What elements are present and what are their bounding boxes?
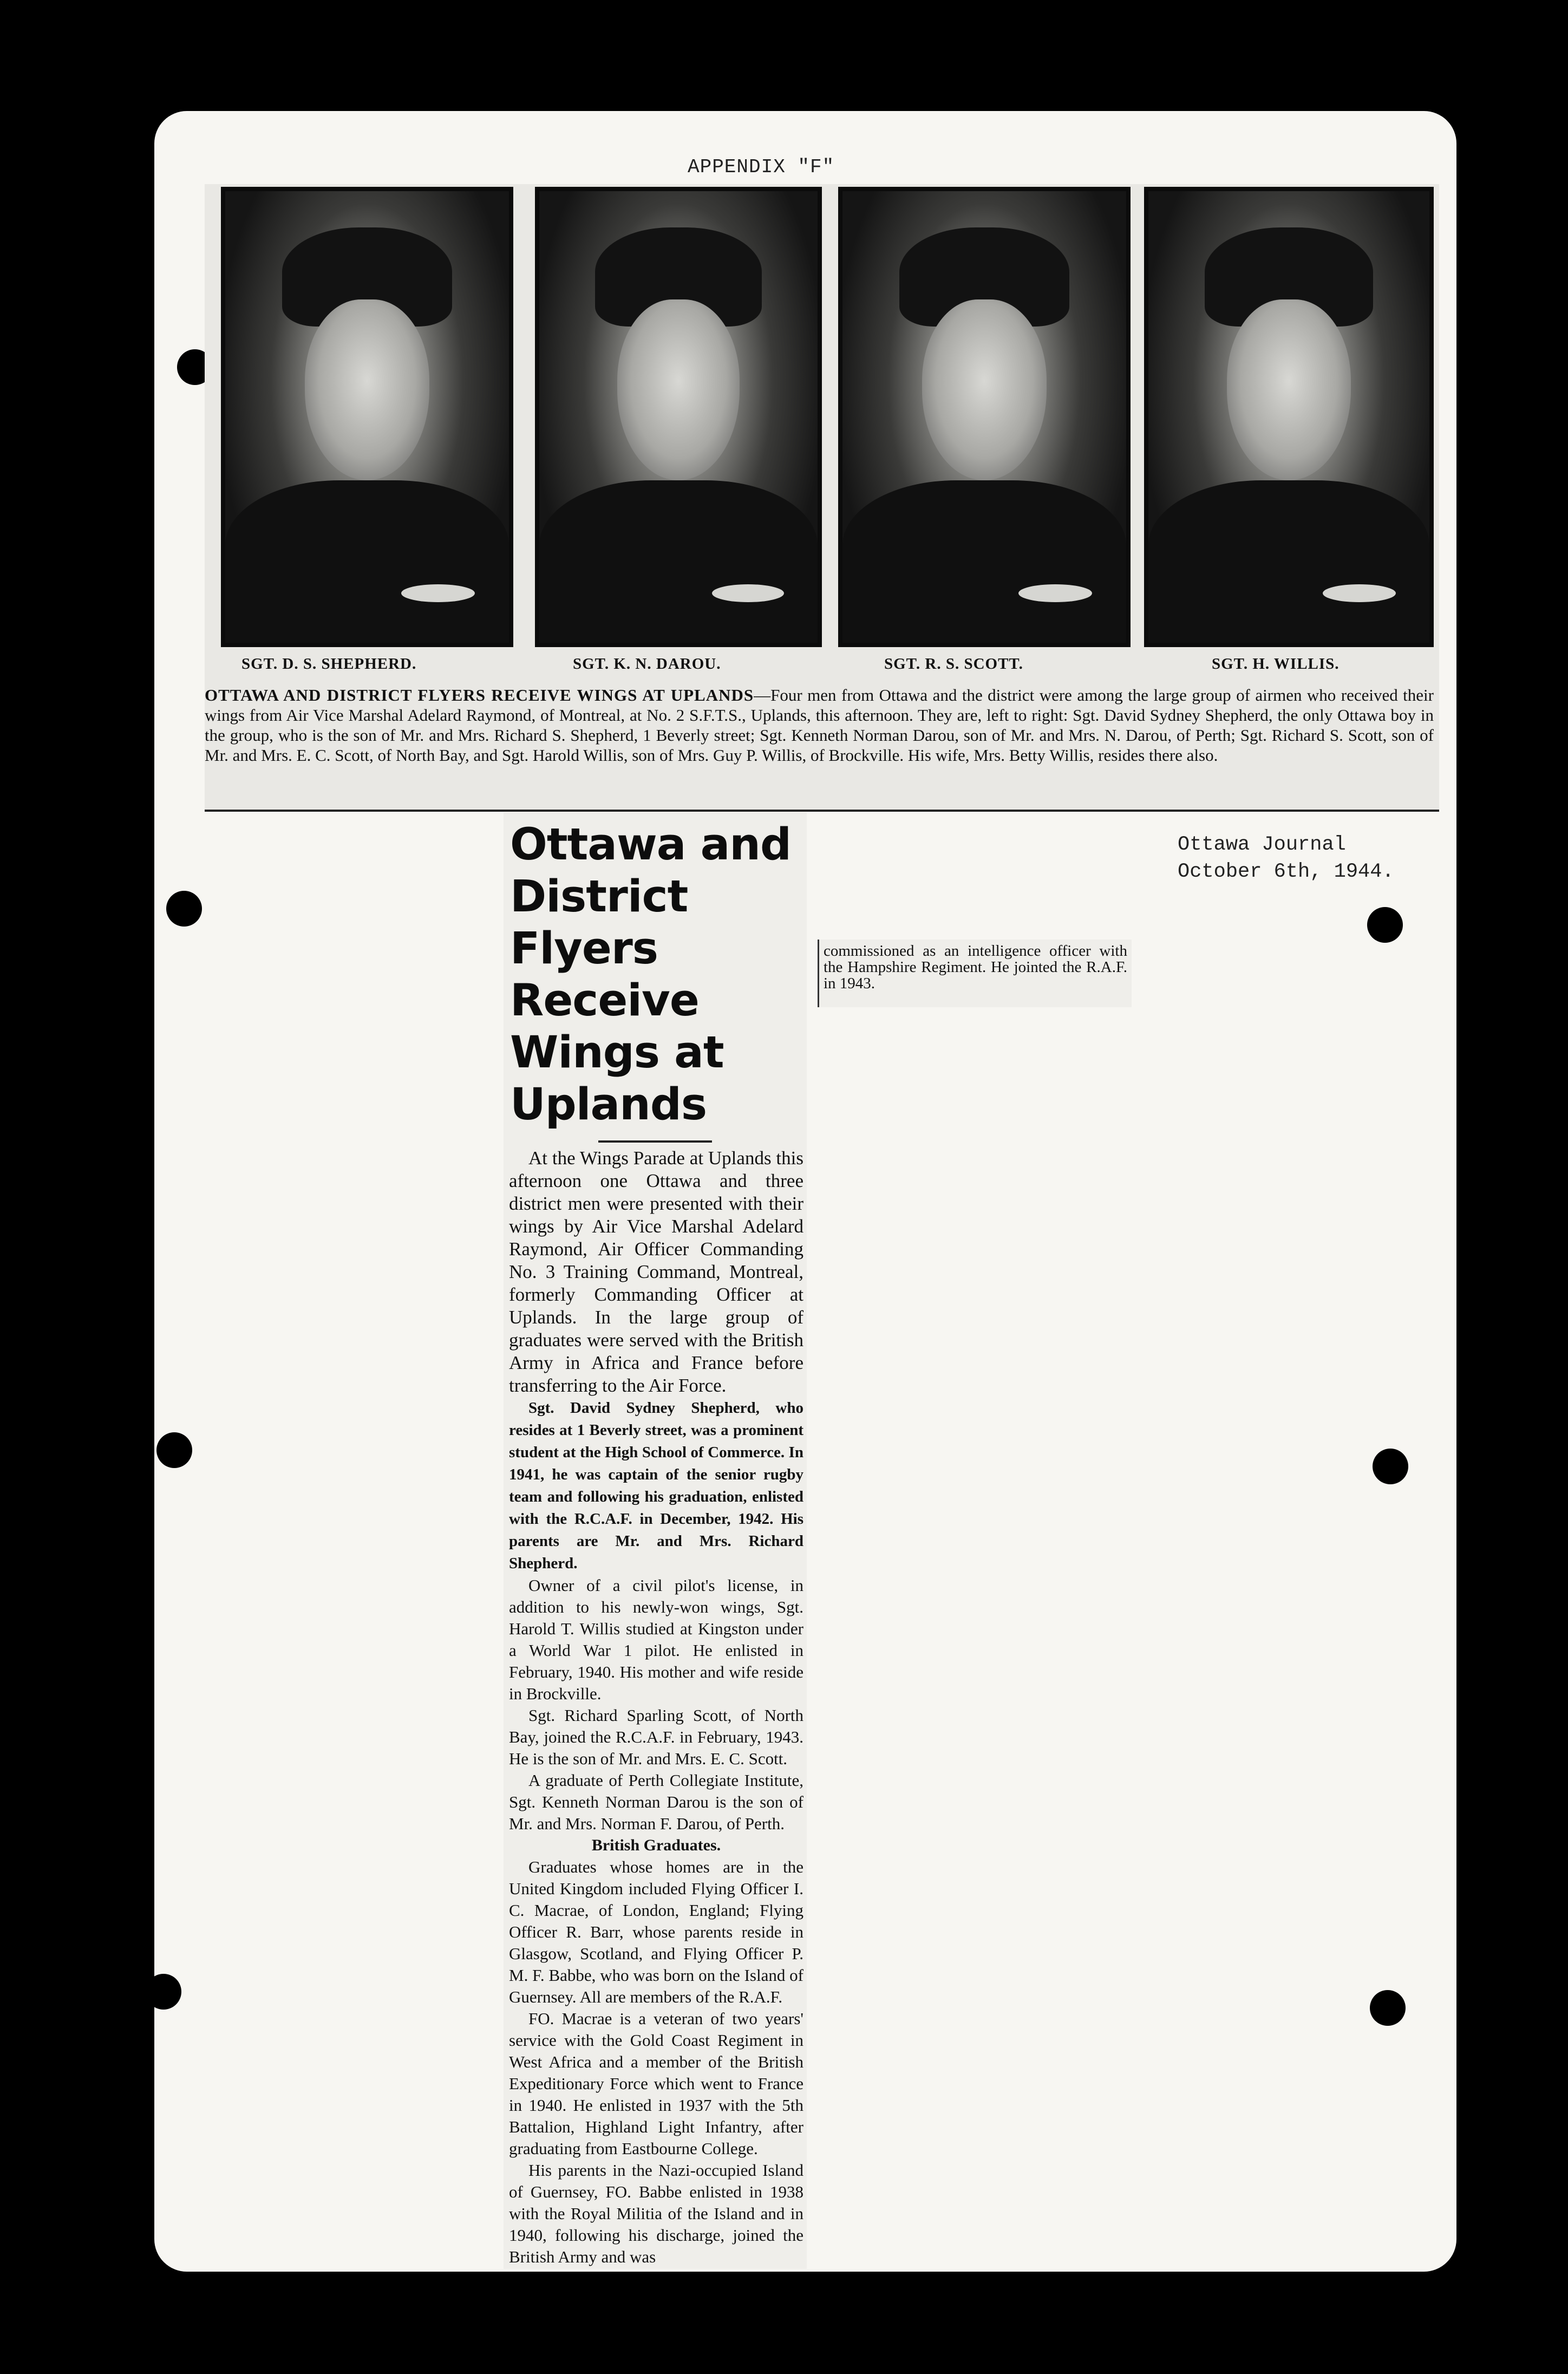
punch-hole: [146, 1974, 181, 2010]
photo-name: SGT. R. S. SCOTT.: [884, 655, 1023, 673]
punch-hole: [166, 891, 202, 927]
photo-names: [205, 655, 1439, 688]
portrait-photo: [1144, 187, 1434, 647]
photo-name: SGT. D. S. SHEPHERD.: [241, 655, 417, 673]
headline-rule: [598, 1140, 712, 1143]
article-paragraph: A graduate of Perth Collegiate Institute, Sgt. Kenneth Norman Darou is the son of Mr. and Mrs. Norman F. Darou, of Perth.: [509, 1771, 803, 1833]
punch-hole: [156, 1432, 192, 1468]
article-paragraph: Graduates whose homes are in the United Kingdom included Flying Officer I. C. Macrae, of London, England; Flying Officer R. Barr, whose parents reside in Glasgow, Scotland, and Flying Officer P. M. F. Babbe, who was born on the Island of Guernsey. All are members of the R.A.F.: [509, 1857, 803, 2006]
photo-caption: [205, 685, 1434, 765]
article-paragraph: Owner of a civil pilot's license, in addition to his newly-won wings, Sgt. Harold T. Willis studied at Kingston under a World War 1 pilot. He enlisted in February, 1940. His mother and wife reside in Brockville.: [509, 1576, 803, 1703]
article-paragraph: His parents in the Nazi-occupied Island of Guernsey, FO. Babbe enlisted in 1938 with the Royal Militia of the Island and in 1940, following his discharge, joined the British Army and was: [509, 2161, 803, 2266]
article-paragraph: FO. Macrae is a veteran of two years' service with the Gold Coast Regiment in West Africa and a member of the British Expeditionary Force which went to France in 1940. He enlisted in 1937 with the 5th Battalion, Highland Light Infantry, after graduating from Eastbourne College.: [509, 2009, 803, 2158]
portrait-photo: [221, 187, 513, 647]
portrait-photo: [838, 187, 1131, 647]
article-paragraph: Sgt. David Sydney Shepherd, who resides at 1 Beverly street, was a prominent student at the High School of Commerce. In 1941, he was captain of the senior rugby team and following his graduation, enlisted with the R.C.A.F. in December, 1942. His parents are Mr. and Mrs. Richard Shepherd.: [509, 1399, 803, 1572]
caption-lead: OTTAWA AND DISTRICT FLYERS RECEIVE WINGS AT UPLANDS: [205, 686, 754, 705]
article-paragraph: At the Wings Parade at Uplands this afternoon one Ottawa and three district men were presented with their wings by Air Vice Marshal Adelard Raymond, Air Officer Commanding No. 3 Training Command, Montreal, formerly Commanding Officer at Uplands. In the large group of graduates were served with the British Army in Africa and France before transferring to the Air Force.: [509, 1147, 803, 1396]
article-paragraph: Sgt. Richard Sparling Scott, of North Bay, joined the R.C.A.F. in February, 1943. He is the son of Mr. and Mrs. E. C. Scott.: [509, 1706, 803, 1768]
article-continuation: commissioned as an intelligence officer with the Hampshire Regiment. He jointed the R.A.F. in 1943.: [818, 940, 1132, 1007]
photo-name: SGT. K. N. DAROU.: [573, 655, 721, 673]
photo-name: SGT. H. WILLIS.: [1212, 655, 1340, 673]
article-subheading: British Graduates.: [591, 1836, 721, 1854]
source-date: October 6th, 1944.: [1178, 860, 1394, 883]
article-clipping: [504, 812, 807, 2269]
portrait-photo: [535, 187, 822, 647]
caption-text: —Four men from Ottawa and the district were among the large group of airmen who received their wings from Air Vice Marshal Adelard Raymond, of Montreal, at No. 2 S.F.T.S., Uplands, this afternoon. They are, left to right: Sgt. David Sydney Shepherd, the only Ottawa boy in the group, who is the son of Mr. and Mrs. Richard S. Shepherd, 1 Beverly street; Sgt. Kenneth Norman Darou, son of Mr. and Mrs. N. Darou, of Perth; Sgt. Richard S. Scott, son of Mr. and Mrs. E. C. Scott, of North Bay, and Sgt. Harold Willis, son of Mrs. Guy P. Willis, of Brockville. His wife, Mrs. Betty Willis, resides there also.: [205, 686, 1434, 765]
punch-hole: [1373, 1449, 1408, 1484]
article-body: [504, 1147, 807, 2268]
appendix-label: APPENDIX "F": [688, 156, 835, 178]
photo-clipping: [205, 184, 1439, 812]
article-headline: Ottawa and District Flyers Receive Wings at Uplands: [510, 819, 791, 1130]
punch-hole: [1367, 907, 1403, 943]
source-paper: Ottawa Journal: [1178, 833, 1346, 856]
source-note: [1178, 831, 1448, 885]
punch-hole: [1370, 1990, 1406, 2026]
